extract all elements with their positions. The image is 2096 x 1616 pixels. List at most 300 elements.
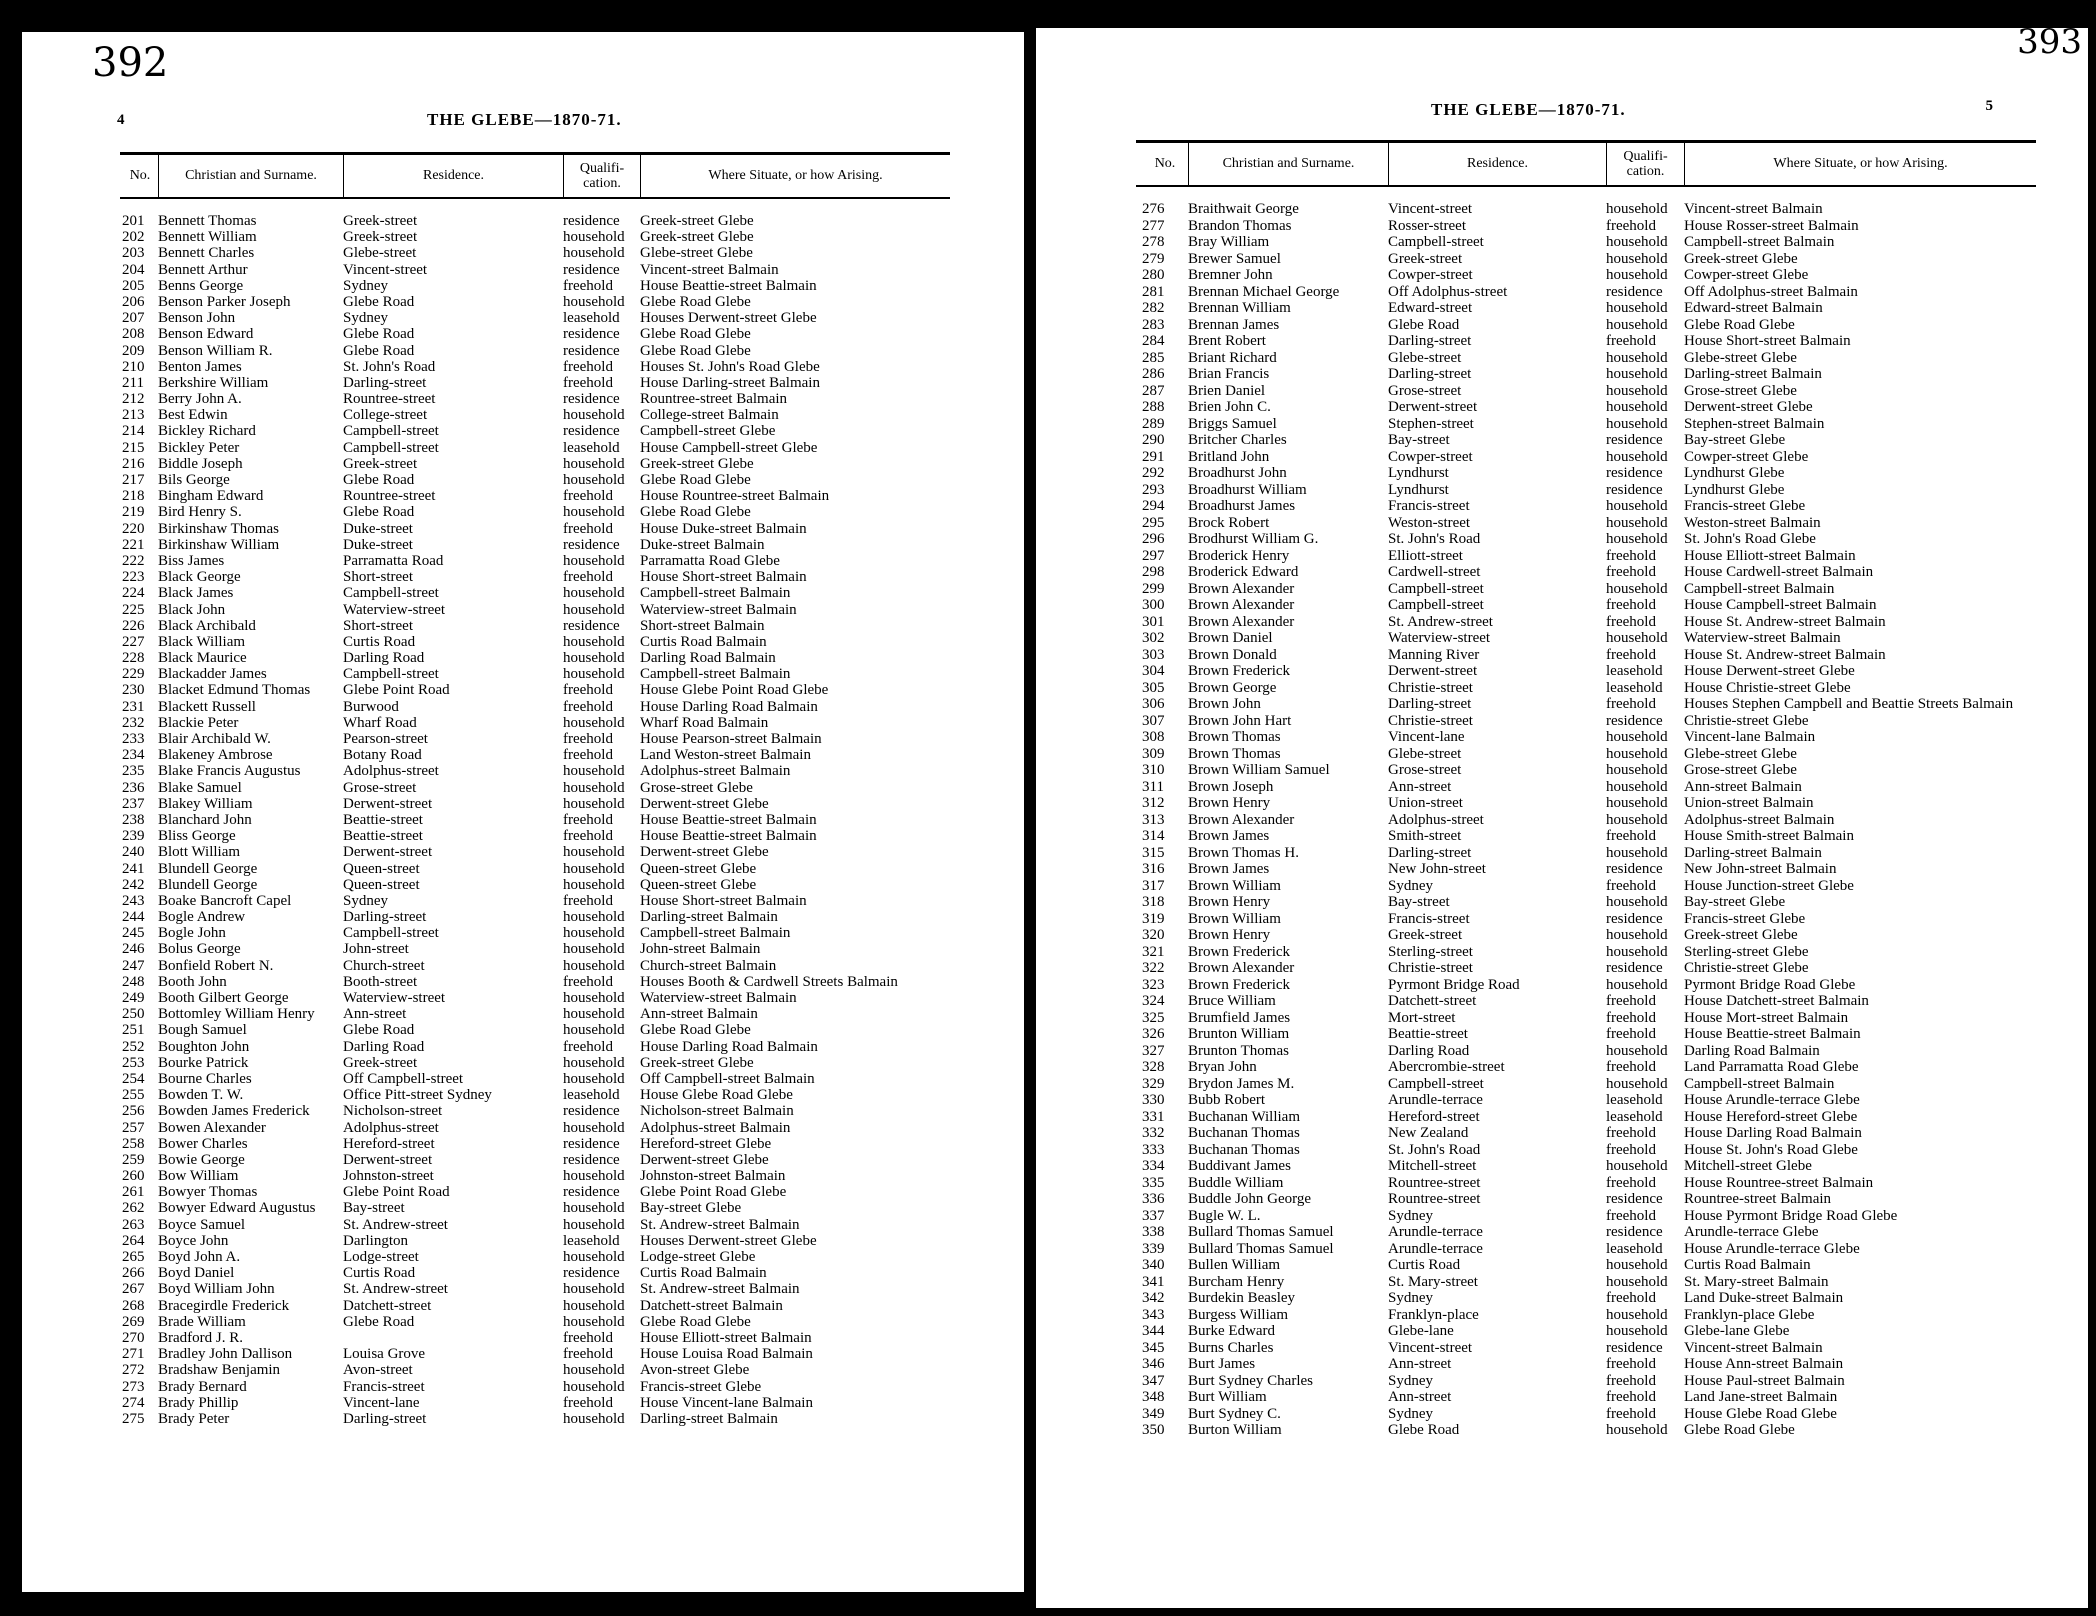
cell-where: Cowper-street Glebe bbox=[1684, 267, 1809, 283]
cell-where: Glebe Point Road Glebe bbox=[640, 1184, 787, 1201]
cell-name: Blacket Edmund Thomas bbox=[158, 682, 311, 699]
cell-no: 230 bbox=[122, 682, 145, 699]
cell-no: 216 bbox=[122, 455, 145, 472]
table-row bbox=[120, 1200, 950, 1216]
cell-no: 217 bbox=[122, 472, 145, 488]
cell-name: Boyce John bbox=[158, 1232, 229, 1249]
cell-qualification: freehold bbox=[1606, 564, 1656, 580]
table-row bbox=[1136, 201, 2036, 218]
table-row bbox=[120, 634, 950, 650]
table-row bbox=[1136, 812, 2036, 829]
cell-no: 292 bbox=[1142, 465, 1165, 481]
cell-residence: Christie-street bbox=[1388, 712, 1473, 729]
cell-qualification: household bbox=[563, 552, 625, 569]
cell-where: Glebe Road Glebe bbox=[640, 342, 751, 359]
cell-name: Bolus George bbox=[158, 941, 241, 958]
cell-qualification: freehold bbox=[563, 1394, 613, 1411]
cell-no: 232 bbox=[122, 714, 145, 731]
cell-where: House Duke-street Balmain bbox=[640, 520, 807, 537]
cell-qualification: leasehold bbox=[1606, 1240, 1663, 1257]
cell-where: House Smith-street Balmain bbox=[1684, 828, 1854, 844]
cell-name: Brown James bbox=[1188, 861, 1270, 877]
cell-where: Lodge-street Glebe bbox=[640, 1249, 756, 1265]
cell-name: Brennan Michael George bbox=[1188, 283, 1340, 300]
header-residence: Residence. bbox=[343, 155, 563, 197]
cell-residence: Sydney bbox=[343, 277, 388, 294]
cell-no: 304 bbox=[1142, 663, 1165, 679]
table-row bbox=[1136, 1323, 2036, 1340]
cell-name: Bingham Edward bbox=[158, 488, 264, 505]
cell-where: Bay-street Glebe bbox=[1684, 894, 1786, 910]
cell-qualification: freehold bbox=[1606, 1009, 1656, 1026]
cell-where: Glebe-street Glebe bbox=[1684, 745, 1797, 762]
cell-no: 282 bbox=[1142, 300, 1165, 316]
cell-no: 312 bbox=[1142, 795, 1165, 811]
cell-name: Blundell George bbox=[158, 876, 258, 893]
cell-name: Brown Alexander bbox=[1188, 811, 1295, 828]
cell-qualification: residence bbox=[1606, 1191, 1663, 1207]
cell-where: Lyndhurst Glebe bbox=[1684, 465, 1785, 481]
cell-residence: St. Andrew-street bbox=[1388, 613, 1493, 630]
cell-name: Broadhurst William bbox=[1188, 481, 1307, 498]
cell-where: House Short-street Balmain bbox=[640, 892, 807, 909]
cell-name: Brown Frederick bbox=[1188, 663, 1291, 679]
table-row bbox=[1136, 1356, 2036, 1373]
cell-qualification: residence bbox=[1606, 960, 1663, 976]
cell-where: Duke-street Balmain bbox=[640, 536, 765, 553]
cell-qualification: household bbox=[1606, 1257, 1668, 1273]
table-row bbox=[1136, 1142, 2036, 1159]
cell-qualification: household bbox=[563, 633, 625, 650]
cell-name: Bow William bbox=[158, 1168, 239, 1185]
cell-where: Adolphus-street Balmain bbox=[640, 1119, 791, 1136]
cell-no: 202 bbox=[122, 229, 145, 246]
table-row bbox=[1136, 1092, 2036, 1109]
cell-name: Bowden T. W. bbox=[158, 1087, 244, 1104]
table-row bbox=[120, 958, 950, 974]
cell-residence: Pyrmont Bridge Road bbox=[1388, 976, 1520, 993]
cell-qualification: household bbox=[563, 1070, 625, 1087]
cell-residence: Rountree-street bbox=[1388, 1191, 1481, 1207]
cell-qualification: household bbox=[563, 844, 625, 861]
cell-no: 214 bbox=[122, 423, 145, 440]
cell-no: 331 bbox=[1142, 1108, 1165, 1125]
cell-residence: Sterling-street bbox=[1388, 943, 1473, 960]
cell-no: 207 bbox=[122, 310, 145, 327]
cell-residence: Adolphus-street bbox=[343, 763, 439, 780]
table-row bbox=[1136, 1175, 2036, 1192]
cell-name: Braithwait George bbox=[1188, 201, 1299, 217]
cell-qualification: freehold bbox=[1606, 646, 1656, 663]
cell-qualification: household bbox=[1606, 762, 1668, 778]
cell-where: Darling-street Balmain bbox=[1684, 844, 1822, 861]
cell-residence: Greek-street bbox=[1388, 927, 1463, 943]
cell-where: Campbell-street Glebe bbox=[640, 423, 776, 440]
cell-residence: Adolphus-street bbox=[1388, 811, 1484, 828]
cell-residence: Campbell-street bbox=[343, 925, 439, 942]
cell-no: 296 bbox=[1142, 531, 1165, 547]
table-row bbox=[120, 1362, 950, 1378]
cell-residence: Arundle-terrace bbox=[1388, 1224, 1483, 1240]
cell-qualification: household bbox=[1606, 943, 1668, 960]
cell-where: Greek-street Glebe bbox=[640, 213, 754, 229]
cell-where: Off Campbell-street Balmain bbox=[640, 1070, 815, 1087]
table-row bbox=[1136, 1290, 2036, 1307]
table-row bbox=[1136, 1208, 2036, 1225]
cell-name: Briant Richard bbox=[1188, 349, 1277, 366]
cell-residence: Darling-street bbox=[343, 374, 427, 391]
cell-residence: Booth-street bbox=[343, 973, 418, 990]
cell-qualification: household bbox=[563, 1249, 625, 1265]
table-row bbox=[1136, 317, 2036, 334]
cell-residence: Duke-street bbox=[343, 520, 413, 537]
cell-no: 307 bbox=[1142, 712, 1165, 729]
cell-name: Britcher Charles bbox=[1188, 432, 1287, 448]
cell-name: Brown Frederick bbox=[1188, 976, 1291, 993]
cell-name: Britland John bbox=[1188, 448, 1270, 465]
cell-residence: Off Campbell-street bbox=[343, 1070, 464, 1087]
cell-name: Blackadder James bbox=[158, 666, 267, 683]
cell-residence: Glebe Road bbox=[343, 1022, 415, 1039]
cell-residence: Grose-street bbox=[1388, 762, 1462, 778]
cell-residence: Grose-street bbox=[343, 779, 417, 796]
cell-where: House Junction-street Glebe bbox=[1684, 877, 1854, 894]
cell-residence: Darling Road bbox=[1388, 1042, 1470, 1059]
cell-no: 345 bbox=[1142, 1339, 1165, 1356]
cell-no: 322 bbox=[1142, 960, 1165, 976]
cell-no: 239 bbox=[122, 828, 145, 845]
cell-residence: Campbell-street bbox=[1388, 597, 1484, 613]
table-row bbox=[120, 828, 950, 844]
cell-qualification: residence bbox=[563, 342, 620, 359]
cell-qualification: household bbox=[563, 293, 625, 310]
cell-qualification: household bbox=[1606, 201, 1668, 217]
cell-no: 237 bbox=[122, 795, 145, 812]
cell-where: Curtis Road Balmain bbox=[640, 633, 767, 650]
cell-residence: College-street bbox=[343, 407, 428, 424]
table-row bbox=[120, 990, 950, 1006]
cell-qualification: household bbox=[563, 666, 625, 683]
cell-residence: Darling-street bbox=[1388, 333, 1472, 349]
cell-residence: Sydney bbox=[1388, 1207, 1433, 1224]
cell-residence: Glebe Road bbox=[1388, 1422, 1460, 1438]
cell-qualification: residence bbox=[1606, 465, 1663, 481]
cell-name: Biss James bbox=[158, 552, 225, 569]
cell-name: Berkshire William bbox=[158, 374, 269, 391]
cell-residence: Christie-street bbox=[1388, 679, 1473, 696]
cell-no: 259 bbox=[122, 1151, 145, 1168]
cell-where: Glebe-street Glebe bbox=[640, 245, 753, 262]
cell-name: Broderick Edward bbox=[1188, 564, 1299, 580]
cell-qualification: residence bbox=[563, 1151, 620, 1168]
table-row bbox=[1136, 960, 2036, 977]
cell-residence: Ann-street bbox=[1388, 1389, 1452, 1405]
cell-where: House Glebe Road Glebe bbox=[1684, 1405, 1837, 1422]
cell-no: 203 bbox=[122, 245, 145, 262]
cell-qualification: household bbox=[1606, 349, 1668, 366]
cell-name: Black William bbox=[158, 633, 246, 650]
cell-where: House St. John's Road Glebe bbox=[1684, 1141, 1858, 1158]
cell-where: Parramatta Road Glebe bbox=[640, 552, 780, 569]
cell-name: Brown William Samuel bbox=[1188, 762, 1330, 778]
table-row bbox=[120, 262, 950, 278]
cell-no: 231 bbox=[122, 698, 145, 715]
cell-residence: Beattie-street bbox=[1388, 1026, 1468, 1042]
cell-no: 243 bbox=[122, 892, 145, 909]
table-row bbox=[120, 213, 950, 229]
cell-where: St. John's Road Glebe bbox=[1684, 531, 1816, 547]
cell-qualification: freehold bbox=[1606, 1207, 1656, 1224]
cell-where: House Derwent-street Glebe bbox=[1684, 663, 1855, 679]
cell-qualification: household bbox=[563, 1119, 625, 1136]
cell-residence: Sydney bbox=[1388, 1372, 1433, 1389]
cell-where: Glebe-lane Glebe bbox=[1684, 1323, 1790, 1339]
cell-no: 338 bbox=[1142, 1224, 1165, 1240]
cell-qualification: freehold bbox=[563, 488, 613, 505]
cell-qualification: household bbox=[1606, 1158, 1668, 1174]
cell-qualification: freehold bbox=[563, 973, 613, 990]
cell-where: Queen-street Glebe bbox=[640, 860, 757, 877]
cell-no: 317 bbox=[1142, 877, 1165, 894]
cell-no: 201 bbox=[122, 213, 145, 229]
table-row bbox=[120, 326, 950, 342]
cell-qualification: residence bbox=[1606, 861, 1663, 877]
cell-qualification: residence bbox=[563, 1135, 620, 1152]
cell-where: House Rountree-street Balmain bbox=[1684, 1174, 1874, 1191]
cell-name: Boyce Samuel bbox=[158, 1216, 246, 1233]
cell-residence: Christie-street bbox=[1388, 960, 1473, 976]
table-row bbox=[120, 812, 950, 828]
cell-residence: Darling Road bbox=[343, 1038, 425, 1055]
cell-name: Bradford J. R. bbox=[158, 1329, 243, 1346]
cell-no: 288 bbox=[1142, 399, 1165, 415]
table-row bbox=[120, 861, 950, 877]
cell-no: 208 bbox=[122, 326, 145, 343]
table-row bbox=[120, 359, 950, 375]
cell-qualification: household bbox=[1606, 316, 1668, 333]
cell-name: Blackie Peter bbox=[158, 714, 239, 731]
cell-name: Bugle W. L. bbox=[1188, 1207, 1261, 1224]
cell-no: 336 bbox=[1142, 1191, 1165, 1207]
cell-where: Franklyn-place Glebe bbox=[1684, 1306, 1815, 1323]
cell-qualification: household bbox=[1606, 1306, 1668, 1323]
table-row bbox=[1136, 1241, 2036, 1258]
cell-residence: Adolphus-street bbox=[343, 1119, 439, 1136]
cell-residence: Bay-street bbox=[1388, 432, 1450, 448]
cell-residence: Botany Road bbox=[343, 747, 422, 764]
cell-where: Rountree-street Balmain bbox=[640, 391, 788, 408]
cell-qualification: household bbox=[563, 876, 625, 893]
cell-name: Boyd John A. bbox=[158, 1249, 241, 1265]
cell-residence: Greek-street bbox=[343, 455, 418, 472]
cell-where: Vincent-lane Balmain bbox=[1684, 729, 1816, 745]
table-row bbox=[1136, 993, 2036, 1010]
cell-qualification: household bbox=[1606, 795, 1668, 811]
table-row bbox=[1136, 1307, 2036, 1324]
table-row bbox=[120, 763, 950, 779]
cell-residence: Bay-street bbox=[1388, 894, 1450, 910]
table-row bbox=[120, 407, 950, 423]
cell-where: Off Adolphus-street Balmain bbox=[1684, 283, 1858, 300]
cell-where: Darling Road Balmain bbox=[1684, 1042, 1820, 1059]
table-row bbox=[1136, 399, 2036, 416]
cell-qualification: household bbox=[1606, 844, 1668, 861]
cell-no: 299 bbox=[1142, 580, 1165, 597]
cell-no: 253 bbox=[122, 1054, 145, 1071]
cell-no: 257 bbox=[122, 1119, 145, 1136]
cell-residence: St. John's Road bbox=[1388, 531, 1481, 547]
cell-residence: Hereford-street bbox=[1388, 1108, 1480, 1125]
cell-no: 261 bbox=[122, 1184, 145, 1201]
cell-qualification: freehold bbox=[1606, 1372, 1656, 1389]
cell-qualification: household bbox=[563, 925, 625, 942]
table-row bbox=[120, 472, 950, 488]
cell-name: Bullard Thomas Samuel bbox=[1188, 1240, 1334, 1257]
cell-residence: Glebe-street bbox=[1388, 745, 1462, 762]
table-row bbox=[120, 747, 950, 763]
running-head: THE GLEBE—1870-71. bbox=[427, 110, 622, 129]
cell-name: Burt James bbox=[1188, 1356, 1256, 1372]
table-row bbox=[1136, 1373, 2036, 1390]
cell-qualification: residence bbox=[1606, 283, 1663, 300]
header-name: Christian and Surname. bbox=[158, 155, 343, 197]
cell-no: 334 bbox=[1142, 1158, 1165, 1174]
cell-residence: New John-street bbox=[1388, 861, 1486, 877]
table-row bbox=[1136, 713, 2036, 730]
cell-where: Stephen-street Balmain bbox=[1684, 415, 1825, 432]
cell-name: Brien John C. bbox=[1188, 399, 1271, 415]
table-row bbox=[120, 1395, 950, 1411]
cell-residence: Francis-street bbox=[1388, 910, 1470, 927]
cell-name: Brown Thomas bbox=[1188, 729, 1281, 745]
table-row bbox=[120, 294, 950, 310]
cell-no: 271 bbox=[122, 1346, 145, 1363]
cell-where: House St. Andrew-street Balmain bbox=[1684, 613, 1886, 630]
cell-where: Francis-street Glebe bbox=[1684, 498, 1806, 514]
table-row bbox=[120, 537, 950, 553]
cell-where: Arundle-terrace Glebe bbox=[1684, 1224, 1819, 1240]
cell-name: Brown Henry bbox=[1188, 927, 1271, 943]
cell-qualification: household bbox=[1606, 811, 1668, 828]
cell-residence: Glebe Road bbox=[343, 472, 415, 488]
table-row bbox=[120, 1071, 950, 1087]
table-row bbox=[120, 699, 950, 715]
table-row bbox=[1136, 1010, 2036, 1027]
cell-residence: St. Mary-street bbox=[1388, 1273, 1478, 1290]
cell-qualification: household bbox=[1606, 399, 1668, 415]
table-row bbox=[1136, 1026, 2036, 1043]
cell-residence: Queen-street bbox=[343, 860, 420, 877]
cell-no: 290 bbox=[1142, 432, 1165, 448]
table-row bbox=[1136, 548, 2036, 565]
cell-qualification: freehold bbox=[1606, 1405, 1656, 1422]
cell-no: 293 bbox=[1142, 481, 1165, 498]
header-name: Christian and Surname. bbox=[1188, 143, 1388, 185]
cell-where: House Beattie-street Balmain bbox=[1684, 1026, 1861, 1042]
cell-qualification: residence bbox=[563, 1184, 620, 1201]
table-row bbox=[1136, 531, 2036, 548]
cell-name: Bils George bbox=[158, 472, 230, 488]
cell-where: Campbell-street Balmain bbox=[1684, 580, 1835, 597]
cell-name: Blakeney Ambrose bbox=[158, 747, 273, 764]
cell-qualification: freehold bbox=[1606, 1026, 1656, 1042]
cell-qualification: household bbox=[1606, 300, 1668, 316]
cell-residence: Stephen-street bbox=[1388, 415, 1474, 432]
folio-number: 5 bbox=[1985, 98, 1993, 114]
cell-residence: Glebe Road bbox=[343, 1313, 415, 1330]
cell-qualification: household bbox=[563, 860, 625, 877]
cell-name: Bowyer Thomas bbox=[158, 1184, 258, 1201]
cell-residence: Ann-street bbox=[343, 1006, 407, 1023]
table-row bbox=[120, 715, 950, 731]
cell-qualification: household bbox=[563, 1362, 625, 1379]
cell-residence: St. John's Road bbox=[1388, 1141, 1481, 1158]
cell-residence: Ann-street bbox=[1388, 1356, 1452, 1372]
cell-no: 251 bbox=[122, 1022, 145, 1039]
table-row bbox=[120, 423, 950, 439]
cell-no: 275 bbox=[122, 1410, 145, 1427]
cell-no: 316 bbox=[1142, 861, 1165, 877]
cell-qualification: household bbox=[563, 1006, 625, 1023]
cell-qualification: household bbox=[1606, 729, 1668, 745]
cell-where: Houses Booth & Cardwell Streets Balmain bbox=[640, 973, 898, 990]
cell-residence: St. John's Road bbox=[343, 358, 436, 375]
cell-residence: Francis-street bbox=[1388, 498, 1470, 514]
cell-no: 311 bbox=[1142, 778, 1164, 795]
cell-residence: Cowper-street bbox=[1388, 267, 1473, 283]
cell-no: 273 bbox=[122, 1378, 145, 1395]
cell-where: Pyrmont Bridge Road Glebe bbox=[1684, 976, 1856, 993]
cell-no: 210 bbox=[122, 358, 145, 375]
table-row bbox=[120, 375, 950, 391]
cell-where: Grose-street Glebe bbox=[640, 779, 753, 796]
cell-residence: Hereford-street bbox=[343, 1135, 435, 1152]
cell-residence: Rountree-street bbox=[1388, 1174, 1481, 1191]
cell-name: Brown John Hart bbox=[1188, 712, 1292, 729]
cell-name: Brown George bbox=[1188, 679, 1277, 696]
cell-residence: Datchett-street bbox=[343, 1297, 432, 1314]
cell-where: Glebe Road Glebe bbox=[1684, 1422, 1795, 1438]
running-head: THE GLEBE—1870-71. bbox=[1431, 100, 1626, 119]
cell-no: 223 bbox=[122, 569, 145, 586]
cell-where: House Rountree-street Balmain bbox=[640, 488, 830, 505]
cell-name: Bird Henry S. bbox=[158, 504, 242, 521]
cell-where: Land Duke-street Balmain bbox=[1684, 1290, 1844, 1306]
cell-name: Bough Samuel bbox=[158, 1022, 247, 1039]
cell-name: Brady Peter bbox=[158, 1410, 230, 1427]
cell-no: 256 bbox=[122, 1103, 145, 1120]
cell-where: House Campbell-street Glebe bbox=[640, 439, 818, 456]
table-row bbox=[120, 229, 950, 245]
cell-residence: Vincent-street bbox=[343, 261, 428, 278]
cell-where: House Darling Road Balmain bbox=[640, 1038, 818, 1055]
cell-residence: Lodge-street bbox=[343, 1249, 419, 1265]
cell-qualification: freehold bbox=[563, 358, 613, 375]
cell-where: House St. Andrew-street Balmain bbox=[1684, 646, 1886, 663]
cell-name: Brown Alexander bbox=[1188, 960, 1295, 976]
table-row bbox=[1136, 927, 2036, 944]
table-row bbox=[120, 1006, 950, 1022]
cell-no: 212 bbox=[122, 391, 145, 408]
table-row bbox=[120, 1217, 950, 1233]
cell-name: Black James bbox=[158, 585, 234, 602]
table-row bbox=[120, 488, 950, 504]
table-row bbox=[1136, 482, 2036, 499]
cell-residence: Glebe Point Road bbox=[343, 682, 450, 699]
table-row bbox=[1136, 894, 2036, 911]
cell-name: Brent Robert bbox=[1188, 333, 1266, 349]
cell-no: 272 bbox=[122, 1362, 145, 1379]
